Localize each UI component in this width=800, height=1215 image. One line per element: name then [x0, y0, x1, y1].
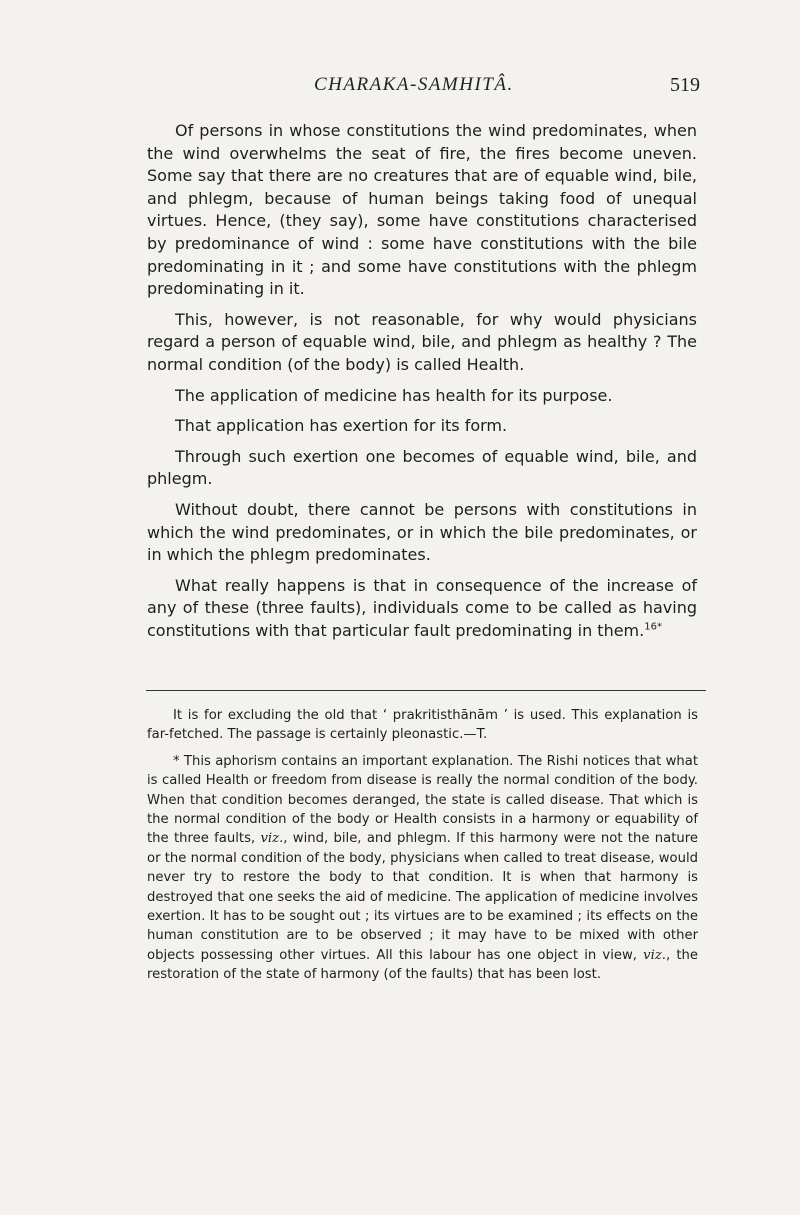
main-text: [147, 120, 697, 650]
footnote-star-part-1: * This aphorism contains an important explanation. The Rishi notices that what is called Health or freedom from disease is really the normal condition of the body. When that condition becomes deranged, the state is called disease. That which is the normal condition of the body or Health consists in a harmony or equability of the three faults,: [147, 753, 698, 847]
footnote-reference: 16*: [644, 621, 662, 633]
paragraph-7-text: What really happens is that in consequence of the increase of any of these (three faults), individuals come to be called as having constitutions with that particular fault predominating in them.: [147, 575, 697, 640]
footnote-divider: [146, 690, 706, 691]
running-title: CHARAKA-SAMHITÂ.: [314, 74, 514, 95]
paragraph-4: That application has exertion for its form.: [175, 416, 508, 436]
paragraph-1: Of persons in whose constitutions the wind predominates, when the wind overwhelms the seat of fire, the fires become uneven. Some say that there are no creatures that are of equable wind, bile, and phlegm, because of human beings taking food of unequal virtues. Hence, (they say), some have constitutions characterised by predominance of wind : some have constitutions with the bile predominating in it ; and some have constitutions with the phlegm predominating in it.: [147, 121, 697, 299]
footnote-16: It is for excluding the old that ‘ prakritisthānām ’ is used. This explanation is far-fetched. The passage is certainly pleonastic.—T.: [147, 708, 698, 743]
page-number: 519: [670, 74, 700, 96]
footnote-star-part-2: , wind, bile, and phlegm. If this harmony were not the nature or the normal condition of the body, physicians when called to treat disease, would never try to restore the body to that condition. It is when that harmony is destroyed that one seeks the aid of medicine. The application of medicine involves exertion. It has to be sought out ; its virtues are to be examined ; its effects on the human constitution are to be observed ; it may have to be mixed with other objects possessing other virtues. All this labour has one object in view,: [147, 831, 698, 963]
paragraph-6: Without doubt, there cannot be persons with constitutions in which the wind predominates, or in which the bile predominates, or in which the phlegm predominates.: [147, 499, 697, 565]
footnote-star: [147, 752, 698, 985]
paragraph-7: [147, 575, 697, 643]
footnote-star-part-3: , the restoration of the state of harmony (of the faults) that has been lost.: [147, 947, 698, 983]
footnotes: [147, 706, 698, 992]
paragraph-5: Through such exertion one becomes of equable wind, bile, and phlegm.: [147, 446, 697, 489]
paragraph-2: This, however, is not reasonable, for why would physicians regard a person of equable wind, bile, and phlegm as healthy ? The normal condition (of the body) is called Health.: [147, 309, 697, 374]
viz-abbreviation: viz.: [643, 947, 666, 963]
viz-abbreviation: viz.: [260, 831, 284, 847]
paragraph-3: The application of medicine has health for its purpose.: [175, 385, 613, 405]
